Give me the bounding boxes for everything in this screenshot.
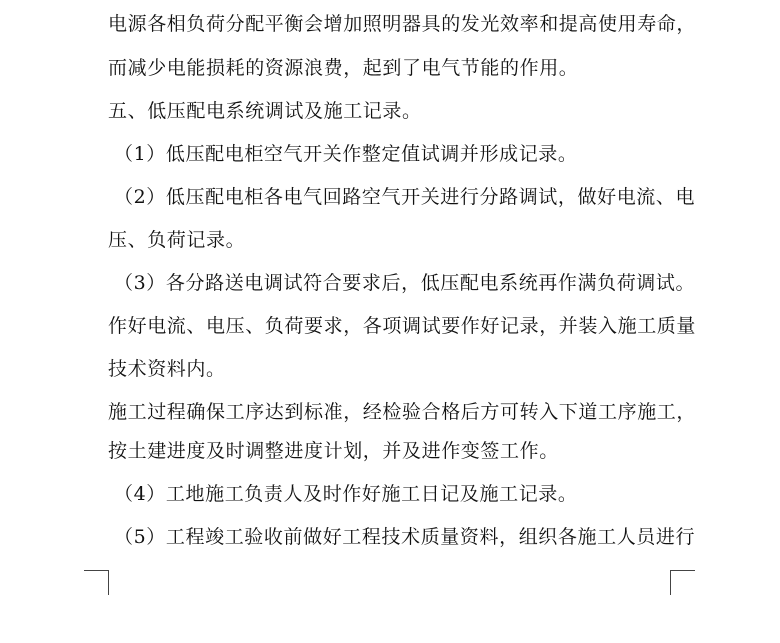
text-line: 技术资料内。	[108, 358, 226, 380]
text-line: 作好电流、电压、负荷要求，各项调试要作好记录，并装入施工质量	[108, 315, 697, 337]
text-line: 压、负荷记录。	[108, 229, 246, 251]
text-line: 电源各相负荷分配平衡会增加照明器具的发光效率和提高使用寿命，	[108, 13, 697, 35]
list-item: （4）工地施工负责人及时作好施工日记及施工记录。	[114, 483, 578, 505]
section-heading: 五、低压配电系统调试及施工记录。	[108, 100, 422, 122]
list-item: （3）各分路送电调试符合要求后，低压配电系统再作满负荷调试。	[114, 272, 696, 294]
list-item: （2）低压配电柜各电气回路空气开关进行分路调试，做好电流、电	[114, 186, 696, 208]
page-corner-mark-left	[84, 570, 109, 595]
list-item: （1）低压配电柜空气开关作整定值试调并形成记录。	[114, 143, 578, 165]
page-corner-mark-right	[670, 570, 695, 595]
text-line: 而减少电能损耗的资源浪费，起到了电气节能的作用。	[108, 57, 579, 79]
text-line: 按土建进度及时调整进度计划，并及进作变签工作。	[108, 440, 559, 462]
list-item: （5）工程竣工验收前做好工程技术质量资料，组织各施工人员进行	[114, 526, 696, 548]
text-line: 施工过程确保工序达到标准，经检验合格后方可转入下道工序施工，	[108, 401, 697, 423]
